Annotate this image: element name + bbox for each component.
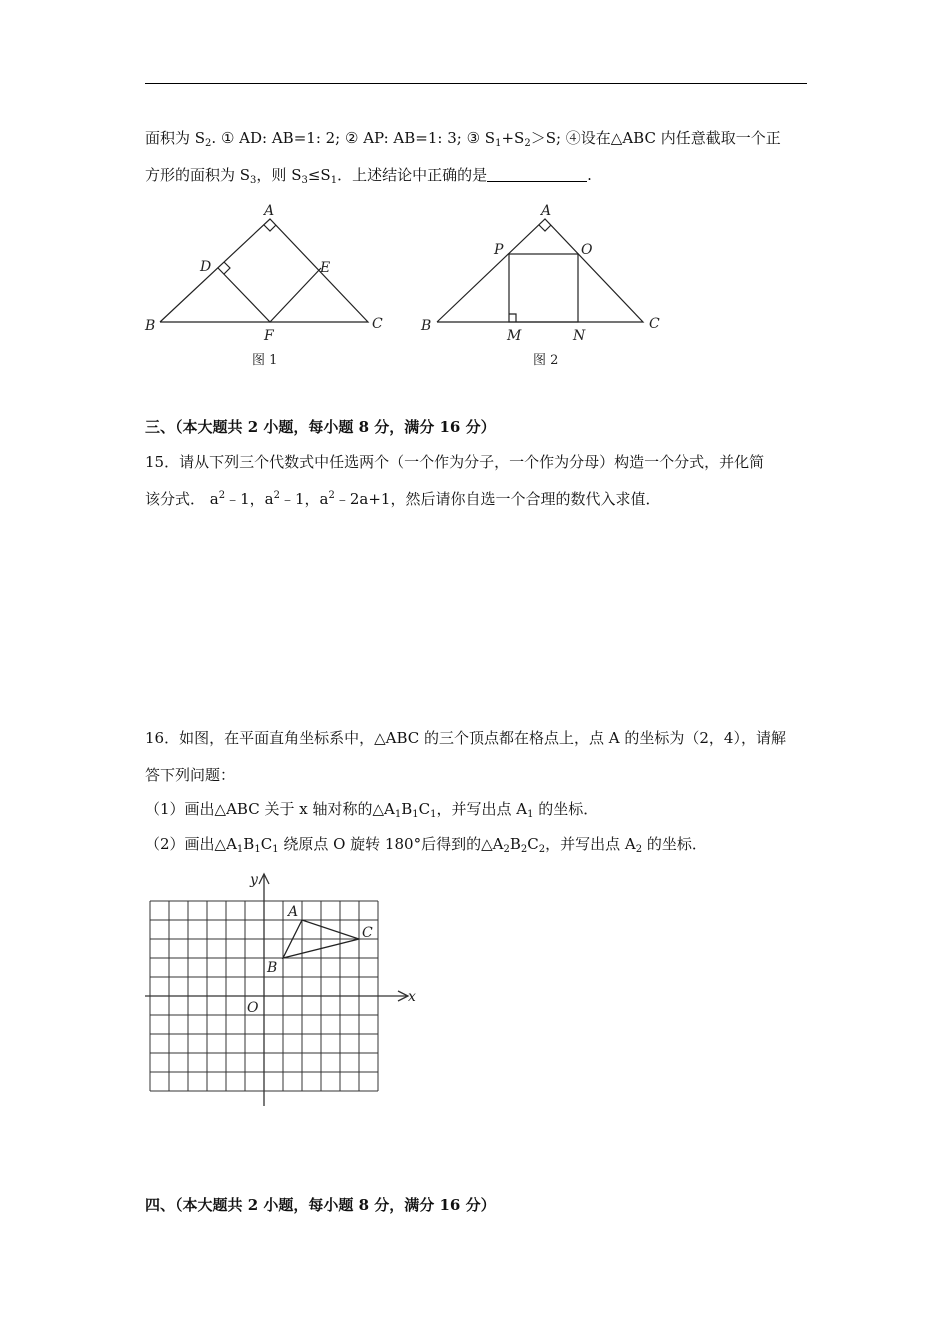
section-3-title: 三、（本大题共 2 小题，每小题 8 分，满分 16 分）	[145, 418, 496, 436]
label-c: C	[372, 316, 383, 332]
origin-label: O	[247, 1000, 259, 1016]
q16-part-1: （1）画出△ABC 关于 x 轴对称的$\triangle A_1B_1C_1$，并写出点 $A_1$ 的坐标．	[145, 800, 599, 820]
right-angle-d	[224, 262, 230, 274]
figure-1	[140, 200, 400, 375]
label-e: E	[320, 260, 331, 276]
label-f: F	[264, 328, 274, 344]
label-n: N	[573, 328, 586, 344]
triangle-abc	[160, 219, 368, 322]
label-m: M	[507, 328, 522, 344]
label-a: A	[541, 203, 552, 219]
x-axis-label: x	[408, 989, 416, 1005]
y-axis-label: y	[250, 872, 258, 888]
right-angle-a	[539, 225, 551, 231]
figure-2-caption: 图 2	[533, 353, 559, 368]
q15-line-1: 15．请从下列三个代数式中任选两个（一个作为分子，一个作为分母）构造一个分式，并化简	[145, 453, 765, 471]
q14-line-2: 方形的面积为 $S_3$，则 $S_3\le S_1$．上述结论中正确的是 .	[145, 166, 592, 186]
section-4-title: 四、（本大题共 2 小题，每小题 8 分，满分 16 分）	[145, 1196, 496, 1214]
label-q: O	[581, 242, 593, 258]
label-d: D	[200, 259, 212, 275]
label-b: B	[421, 318, 432, 334]
label-b: B	[145, 318, 156, 334]
q16-line-1: 16．如图，在平面直角坐标系中，△ABC 的三个顶点都在格点上，点 A 的坐标为（2，4），请解	[145, 729, 786, 747]
point-c-label: C	[362, 925, 373, 941]
square-pqnm	[509, 254, 578, 322]
q15-line-2: 该分式． $a^2﹣1$，$a^2﹣1$，$a^2﹣2a+1$，然后请你自选一个合理的数代入求值．	[145, 490, 661, 508]
coordinate-grid	[140, 868, 430, 1113]
q14-line-1: 面积为 $S_2$. ① AD: AB=1: 2; ② AP: AB=1: 3; ③ $S_1+S_2>S$; ④设在△ABC 内任意截取一个正	[145, 129, 781, 149]
label-p: P	[494, 242, 504, 258]
label-a: A	[264, 203, 275, 219]
point-a-label: A	[288, 904, 299, 920]
right-angle-a	[264, 225, 276, 231]
triangle-abc	[437, 219, 643, 322]
right-angle-m	[509, 314, 516, 322]
point-b-label: B	[267, 960, 278, 976]
q16-line-2: 答下列问题：	[145, 766, 236, 784]
figure-2	[415, 200, 675, 375]
header-rule	[145, 83, 807, 84]
label-c: C	[649, 316, 660, 332]
square-adfe	[218, 268, 321, 322]
figure-1-caption: 图 1	[252, 353, 278, 368]
answer-blank[interactable]	[487, 167, 587, 182]
q16-part-2: （2）画出$\triangle A_1B_1C_1$ 绕原点 O 旋转 180°后得到的$\triangle A_2B_2C_2$，并写出点 $A_2$ 的坐标．	[145, 835, 707, 855]
